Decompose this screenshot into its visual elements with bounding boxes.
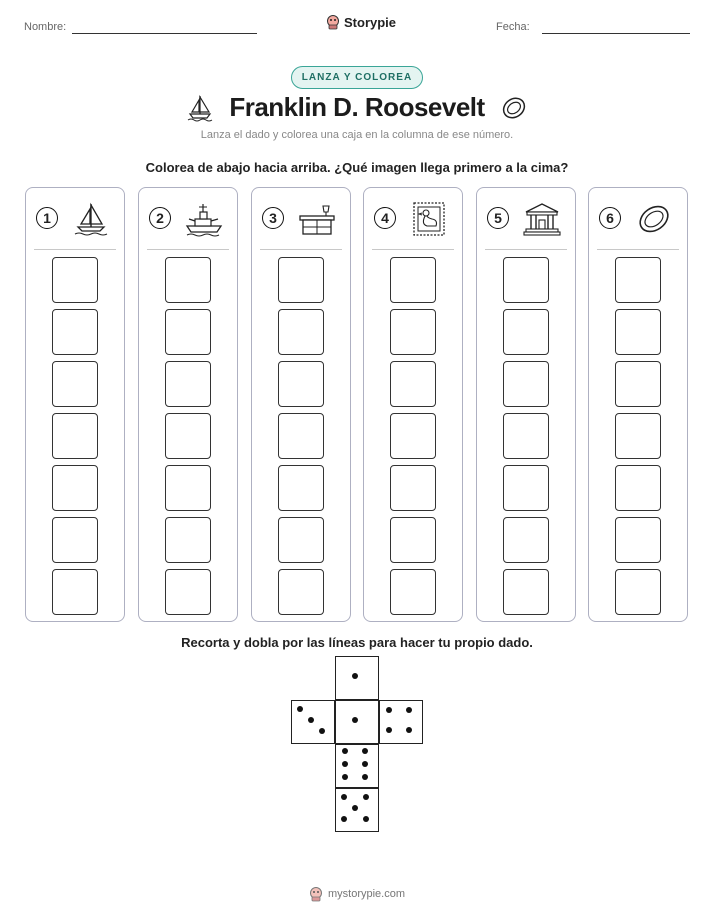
color-box[interactable]: [503, 465, 549, 511]
sailboat-icon: [72, 200, 110, 238]
die-pip: [362, 774, 368, 780]
die-face-bottom: [335, 788, 379, 832]
column-number: 1: [36, 207, 58, 229]
desk-icon: [298, 200, 336, 238]
die-pip: [362, 748, 368, 754]
brand-name: Storypie: [344, 14, 397, 30]
column-2: [138, 187, 238, 622]
storypie-mascot-icon: [309, 886, 323, 902]
color-box[interactable]: [52, 257, 98, 303]
memorial-building-icon: [523, 200, 561, 238]
die-pip: [308, 717, 314, 723]
color-box[interactable]: [503, 309, 549, 355]
column-5: [476, 187, 576, 622]
column-4: [363, 187, 463, 622]
color-box[interactable]: [52, 569, 98, 615]
storypie-mascot-icon: [326, 14, 340, 30]
die-face-top: [335, 656, 379, 700]
die-face-lower: [335, 744, 379, 788]
column-number: 3: [262, 207, 284, 229]
color-box[interactable]: [390, 257, 436, 303]
footer-url: mystorypie.com: [327, 888, 406, 900]
warship-icon: [185, 200, 223, 238]
color-box[interactable]: [165, 309, 211, 355]
color-box[interactable]: [615, 361, 661, 407]
color-box[interactable]: [165, 413, 211, 459]
color-box[interactable]: [503, 517, 549, 563]
color-box[interactable]: [390, 569, 436, 615]
column-3: [251, 187, 351, 622]
die-pip: [342, 748, 348, 754]
die-face-center: [335, 700, 379, 744]
color-box[interactable]: [278, 257, 324, 303]
column-number: 2: [149, 207, 171, 229]
color-box[interactable]: [165, 569, 211, 615]
column-number: 6: [599, 207, 621, 229]
color-box[interactable]: [615, 413, 661, 459]
color-box[interactable]: [503, 361, 549, 407]
color-box[interactable]: [52, 517, 98, 563]
page-subtitle: Lanza el dado y colorea una caja en la columna de ese número.: [200, 129, 514, 141]
game-instruction: Colorea de abajo hacia arriba. ¿Qué imagen llega primero a la cima?: [145, 160, 569, 175]
die-pip: [342, 774, 348, 780]
die-pip: [352, 717, 358, 723]
color-box[interactable]: [503, 569, 549, 615]
ring-coin-icon: [499, 93, 529, 123]
column-1: [25, 187, 125, 622]
sailboat-icon: [185, 93, 215, 123]
color-box[interactable]: [52, 361, 98, 407]
column-divider: [485, 249, 567, 250]
column-6: [588, 187, 688, 622]
die-pip: [352, 673, 358, 679]
column-divider: [372, 249, 454, 250]
color-box[interactable]: [52, 465, 98, 511]
date-line: [542, 33, 690, 34]
die-pip: [319, 728, 325, 734]
die-pip: [363, 816, 369, 822]
die-pip: [406, 727, 412, 733]
column-divider: [147, 249, 229, 250]
column-divider: [260, 249, 342, 250]
page-title: Franklin D. Roosevelt: [229, 92, 485, 122]
column-number: 4: [374, 207, 396, 229]
color-box[interactable]: [615, 517, 661, 563]
die-pip: [386, 727, 392, 733]
color-box[interactable]: [278, 465, 324, 511]
die-pip: [341, 816, 347, 822]
color-box[interactable]: [278, 569, 324, 615]
color-box[interactable]: [278, 517, 324, 563]
die-face-left: [291, 700, 335, 744]
color-box[interactable]: [165, 465, 211, 511]
activity-badge: LANZA Y COLOREA: [291, 66, 423, 89]
die-pip: [341, 794, 347, 800]
name-line: [72, 33, 257, 34]
footer: [309, 886, 405, 902]
die-pip: [363, 794, 369, 800]
die-pip: [342, 761, 348, 767]
color-box[interactable]: [390, 413, 436, 459]
color-box[interactable]: [278, 309, 324, 355]
color-box[interactable]: [390, 517, 436, 563]
color-box[interactable]: [615, 465, 661, 511]
ring-coin-icon: [635, 200, 673, 238]
color-box[interactable]: [165, 257, 211, 303]
color-box[interactable]: [278, 361, 324, 407]
name-label: Nombre:: [24, 21, 67, 33]
color-box[interactable]: [165, 517, 211, 563]
color-box[interactable]: [278, 413, 324, 459]
color-box[interactable]: [615, 569, 661, 615]
date-label: Fecha:: [496, 21, 530, 33]
die-face-right: [379, 700, 423, 744]
color-box[interactable]: [503, 413, 549, 459]
brand-logo: [326, 14, 396, 30]
color-box[interactable]: [503, 257, 549, 303]
color-box[interactable]: [52, 309, 98, 355]
column-divider: [34, 249, 116, 250]
color-box[interactable]: [390, 361, 436, 407]
die-pip: [362, 761, 368, 767]
die-pip: [297, 706, 303, 712]
die-pip: [386, 707, 392, 713]
column-number: 5: [487, 207, 509, 229]
color-box[interactable]: [52, 413, 98, 459]
color-box[interactable]: [390, 309, 436, 355]
color-box[interactable]: [615, 309, 661, 355]
die-pip: [406, 707, 412, 713]
color-box[interactable]: [615, 257, 661, 303]
column-divider: [597, 249, 679, 250]
color-box[interactable]: [165, 361, 211, 407]
duck-stamp-icon: [410, 200, 448, 238]
color-box[interactable]: [390, 465, 436, 511]
die-pip: [352, 805, 358, 811]
die-instruction: Recorta y dobla por las líneas para hacer tu propio dado.: [181, 635, 533, 650]
